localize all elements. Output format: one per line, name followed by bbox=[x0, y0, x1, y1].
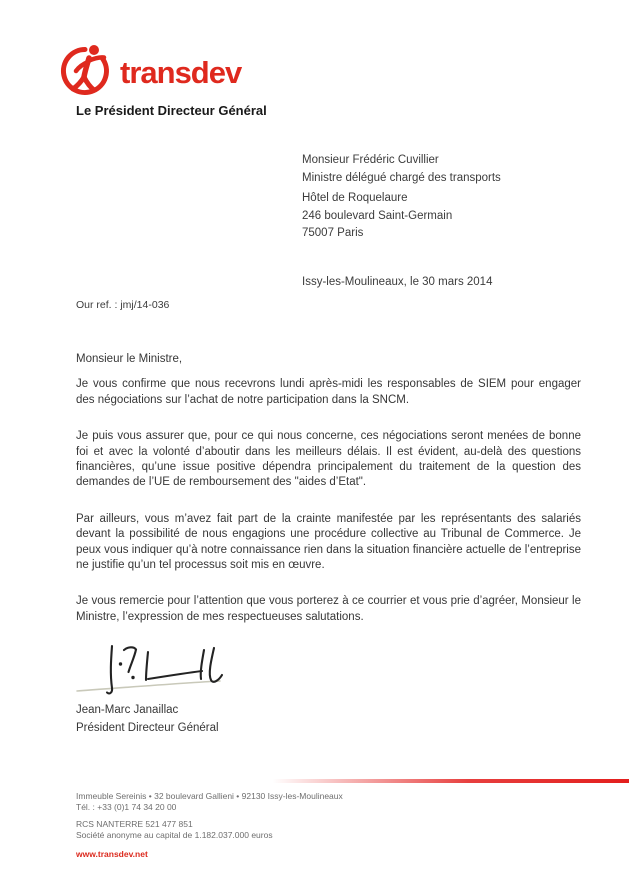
paragraph-3: Par ailleurs, vous m’avez fait part de la crainte manifestée par les représentants des salariés devant la possibilité de nous engagions une procédure collective au Tribunal de Commerce. Je peux vous indiquer qu’à notre connaissance rien dans la situation financière actuelle de l’entreprise ne justifie qu’un tel processus soit mis en œuvre. bbox=[76, 512, 581, 572]
transdev-person-icon bbox=[58, 40, 116, 98]
recipient-name: Monsieur Frédéric Cuvillier bbox=[302, 154, 439, 166]
letter-footer bbox=[76, 791, 343, 860]
footer-phone: Tél. : +33 (0)1 74 34 20 00 bbox=[76, 802, 177, 812]
reference-line: Our ref. : jmj/14-036 bbox=[76, 299, 170, 311]
signer-title: Président Directeur Général bbox=[76, 721, 219, 734]
date-line: Issy-les-Moulineaux, le 30 mars 2014 bbox=[302, 276, 493, 288]
signer-block bbox=[76, 702, 219, 737]
salutation: Monsieur le Ministre, bbox=[76, 353, 183, 365]
footer-accent-bar bbox=[272, 779, 629, 783]
paragraph-1: Je vous confirme que nous recevrons lundi après-midi les responsables de SIEM pour engager des négociations sur l’achat de notre participation dans la SNCM. bbox=[76, 378, 581, 406]
recipient-role: Ministre délégué chargé des transports bbox=[302, 171, 501, 184]
sender-title: Le Président Directeur Général bbox=[76, 103, 267, 118]
transdev-logo bbox=[58, 40, 241, 98]
brand-wordmark: transdev bbox=[120, 55, 242, 90]
footer-address: Immeuble Sereinis • 32 boulevard Gallieni • 92130 Issy-les-Moulineaux bbox=[76, 791, 343, 801]
signer-name: Jean-Marc Janaillac bbox=[76, 704, 179, 716]
letter-body bbox=[76, 352, 581, 625]
paragraph-2: Je puis vous assurer que, pour ce qui nous concerne, ces négociations seront menées de bonne foi et avec la volonté d’aboutir dans les meilleurs délais. Il est évident, au-delà des questions financières, qu’une issue positive dépendra principalement du traitement de la question des demandes de l’UE de remboursement des "aides d’Etat". bbox=[76, 430, 581, 489]
recipient-address bbox=[302, 152, 501, 243]
handwritten-signature bbox=[72, 634, 262, 702]
footer-registry: RCS NANTERRE 521 477 851 bbox=[76, 819, 193, 829]
footer-website-link[interactable]: www.transdev.net bbox=[76, 849, 148, 859]
paragraph-4: Je vous remercie pour l’attention que vous porterez à ce courrier et vous prie d’agréer, Monsieur le Ministre, l’expression de mes respectueuses salutations. bbox=[76, 595, 581, 623]
recipient-street: 246 boulevard Saint-Germain bbox=[302, 209, 453, 222]
recipient-city: 75007 Paris bbox=[302, 227, 364, 239]
footer-capital: Société anonyme au capital de 1.182.037.000 euros bbox=[76, 830, 273, 840]
recipient-building: Hôtel de Roquelaure bbox=[302, 192, 408, 204]
